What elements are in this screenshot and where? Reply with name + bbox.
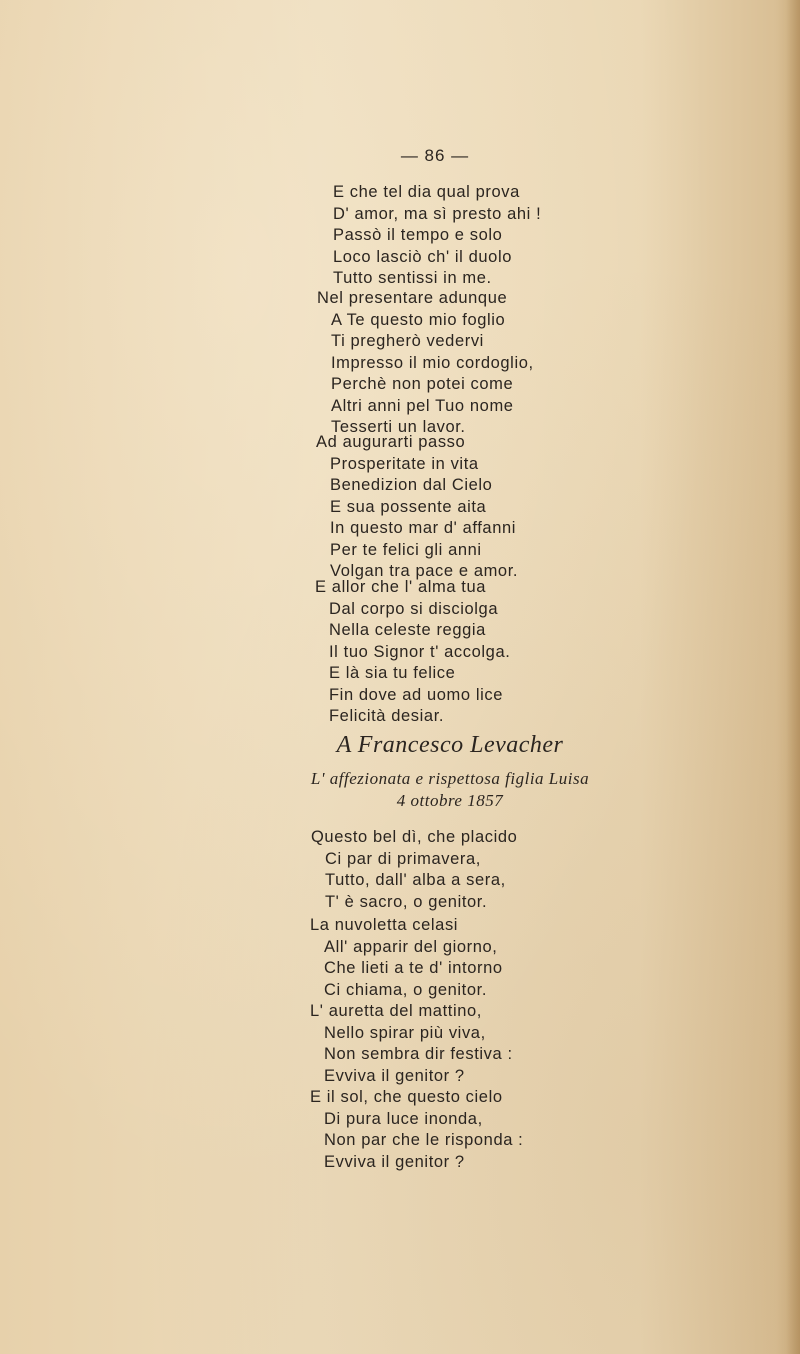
verse-line: Altri anni pel Tuo nome [331, 396, 514, 415]
verse-line: Ti pregherò vedervi [331, 332, 484, 350]
verse-line: La nuvoletta celasi [310, 916, 459, 934]
poem-date: 4 ottobre 1857 [396, 791, 504, 810]
verse-line: Che lieti a te d' intorno [324, 959, 503, 977]
verse-line: Di pura luce inonda, [324, 1109, 483, 1128]
poem2-stanza-4 [310, 1087, 524, 1173]
verse-line: Benedizion dal Cielo [330, 476, 493, 494]
verse-line: A Te questo mio foglio [331, 310, 506, 329]
poem1-stanza-2 [317, 288, 534, 439]
verse-line: Ad augurarti passo [316, 433, 466, 451]
verse-line: D' amor, ma sì presto ahi ! [333, 204, 542, 223]
verse-line: Tesserti un lavor. [331, 418, 466, 436]
verse-line: Ci par di primavera, [325, 849, 481, 868]
verse-line: Loco lasciò ch' il duolo [333, 247, 512, 266]
verse-line: Fin dove ad uomo lice [329, 685, 504, 704]
verse-line: Prosperitate in vita [330, 454, 479, 473]
verse-line: Nella celeste reggia [329, 621, 486, 639]
page-number: — 86 — [400, 146, 470, 165]
verse-line: Perchè non potei come [331, 375, 514, 393]
verse-line: Ci chiama, o genitor. [324, 980, 488, 999]
verse-line: E il sol, che questo cielo [310, 1088, 503, 1106]
poem2-stanza-3 [310, 1001, 513, 1087]
verse-line: Passò il tempo e solo [333, 226, 503, 244]
verse-line: Non sembra dir festiva : [324, 1045, 513, 1063]
verse-line: Impresso il mio cordoglio, [331, 353, 534, 372]
poem-title: A Francesco Levacher [336, 732, 564, 758]
verse-line: E che tel dia qual prova [333, 183, 520, 201]
poem2-stanza-2 [310, 915, 503, 1001]
poem1-stanza-4 [315, 577, 511, 728]
poem1-stanza-1 [333, 182, 541, 290]
verse-line: Nello spirar più viva, [324, 1023, 486, 1042]
verse-line: Tutto, dall' alba a sera, [325, 871, 506, 889]
verse-line: Volgan tra pace e amor. [330, 562, 519, 580]
page-edge-shadow [786, 0, 800, 1354]
poem-dedication: L' affezionata e rispettosa figlia Luisa [310, 769, 590, 788]
poem2-stanza-1 [311, 827, 518, 913]
verse-line: E sua possente aita [330, 497, 487, 516]
verse-line: Felicità desiar. [329, 707, 445, 725]
poem1-stanza-3 [316, 432, 519, 583]
verse-line: E allor che l' alma tua [315, 578, 487, 596]
verse-line: L' auretta del mattino, [310, 1002, 482, 1020]
verse-line: T' è sacro, o genitor. [325, 892, 488, 911]
verse-line: In questo mar d' affanni [330, 519, 517, 537]
verse-line: All' apparir del giorno, [324, 937, 498, 956]
verse-line: Nel presentare adunque [317, 289, 508, 307]
verse-line: Evviva il genitor ? [324, 1152, 465, 1171]
verse-line: Il tuo Signor t' accolga. [329, 642, 511, 661]
verse-line: Per te felici gli anni [330, 540, 482, 559]
verse-line: Tutto sentissi in me. [333, 269, 492, 287]
verse-line: Non par che le risponda : [324, 1131, 524, 1149]
verse-line: E là sia tu felice [329, 664, 456, 682]
verse-line: Questo bel dì, che placido [311, 828, 518, 846]
verse-line: Evviva il genitor ? [324, 1066, 465, 1085]
verse-line: Dal corpo si disciolga [329, 599, 499, 618]
